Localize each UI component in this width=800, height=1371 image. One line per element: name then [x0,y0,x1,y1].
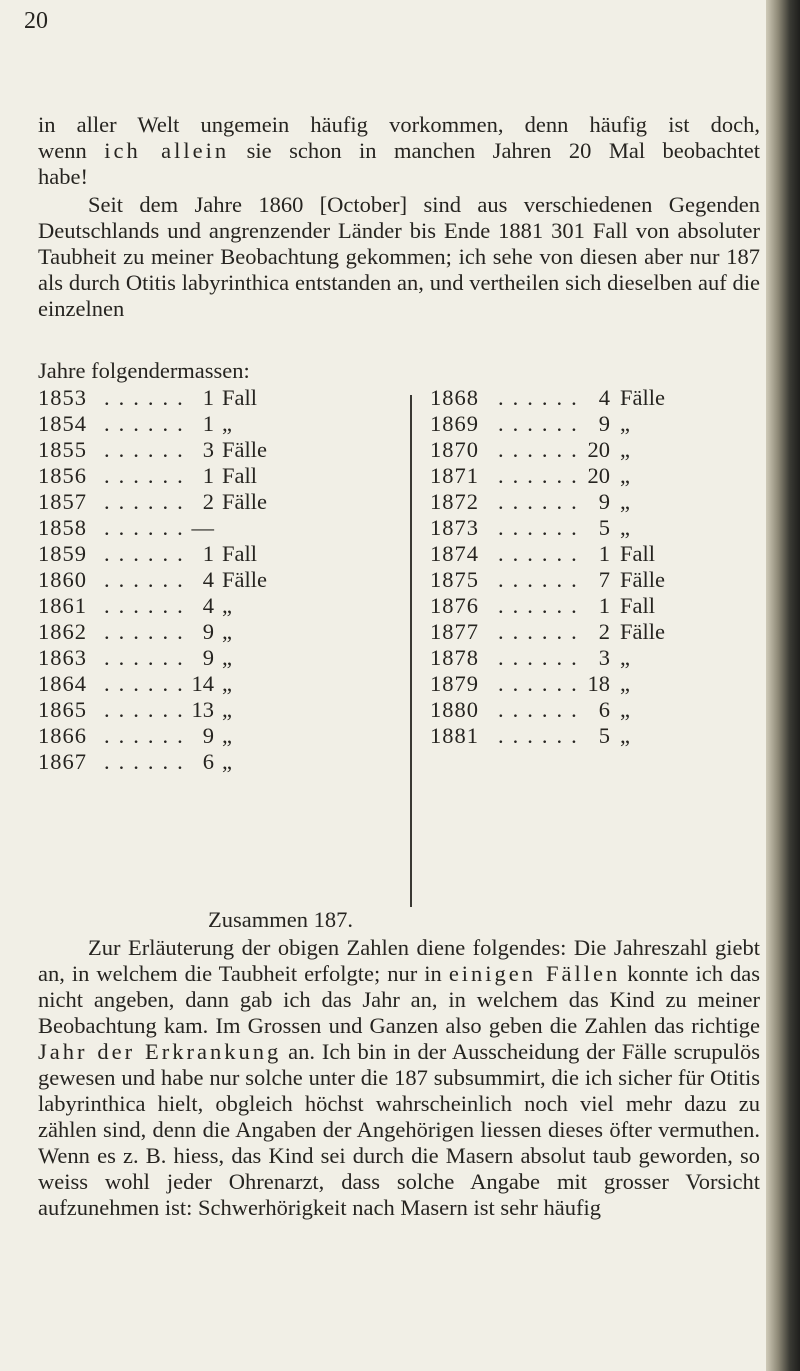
total-line: Zusammen 187. [208,907,353,932]
dot-leader: ...... [104,437,192,462]
unit-cell: „ [222,645,232,670]
count-cell: 13 [191,697,214,722]
dot-leader: ...... [104,749,192,774]
dot-leader: ...... [104,515,192,540]
count-cell: 3 [202,437,214,462]
year-cell: 1870 [430,437,479,462]
year-cell: 1874 [430,541,479,566]
unit-cell: „ [620,411,630,436]
dot-leader: ...... [498,593,586,618]
unit-cell: „ [620,437,630,462]
year-cell: 1868 [430,385,479,410]
closing-text-1: Zur Erläuterung der obigen Zahlen diene folgendes: Die Jahreszahl giebt an, in welchem die Taubheit erfolgte; nur in [38,935,760,986]
count-cell: 7 [598,567,610,592]
year-table-right [430,384,770,784]
count-cell: 9 [202,619,214,644]
unit-cell: „ [620,723,630,748]
count-cell: 2 [598,619,610,644]
table-lead-text: Jahre folgendermassen: [38,358,250,383]
dot-leader: ...... [104,385,192,410]
year-cell: 1861 [38,593,87,618]
unit-cell: Fälle [620,567,665,592]
year-cell: 1859 [38,541,87,566]
dot-leader: ...... [104,671,192,696]
closing-text-3: an. Ich bin in der Ausscheidung der Fälle scrupulös gewesen und habe nur solche unter die 187 subsummirt, die ich sicher für Otitis labyrinthica hielt, obgleich höchst wahrscheinlich noch viel mehr dazu zu zählen sind, denn die Angaben der Angehörigen liessen dieses öfter vermuthen. Wenn es z. B. hiess, das Kind sei durch die Masern absolut taub geworden, so weiss wohl jeder Ohrenarzt, dass solche Angabe mit grosser Vorsicht aufzunehmen ist: Schwerhörigkeit nach Masern ist sehr häufig [38,1039,761,1220]
unit-cell: Fall [620,541,656,566]
dot-leader: ...... [104,593,192,618]
year-cell: 1871 [430,463,479,488]
year-cell: 1863 [38,645,87,670]
count-cell: 1 [202,463,214,488]
dot-leader: ...... [498,671,586,696]
count-cell: 1 [598,593,610,618]
count-cell: 9 [598,489,610,514]
unit-cell: „ [222,697,232,722]
unit-cell: „ [620,697,630,722]
page-number: 20 [24,8,48,34]
year-cell: 1869 [430,411,479,436]
year-table-left [38,384,398,804]
closing-paragraph-text [38,935,760,1221]
count-cell: 4 [598,385,610,410]
year-cell: 1860 [38,567,87,592]
emphasis-jahr-der-erkrankung: Jahr der Erkrankung [38,1039,282,1064]
year-cell: 1856 [38,463,87,488]
dot-leader: ...... [104,489,192,514]
unit-cell: „ [620,515,630,540]
count-cell: 5 [598,723,610,748]
dot-leader: ...... [104,411,192,436]
count-cell: 6 [202,749,214,774]
dot-leader: ...... [498,489,586,514]
unit-cell: Fall [620,593,656,618]
year-cell: 1876 [430,593,479,618]
unit-cell: Fall [222,541,258,566]
count-cell: 20 [587,437,610,462]
book-binding-edge [766,0,800,1371]
unit-cell: „ [620,645,630,670]
unit-cell: „ [620,489,630,514]
unit-cell: „ [222,593,232,618]
unit-cell: Fall [222,385,258,410]
dot-leader: ...... [104,463,192,488]
unit-cell: Fälle [222,437,267,462]
emphasis-einigen-faellen: einigen Fällen [448,961,621,986]
dot-leader: ...... [104,697,192,722]
dot-leader: ...... [498,697,586,722]
dot-leader: ...... [498,723,586,748]
count-cell: 5 [598,515,610,540]
dot-leader: ...... [104,541,192,566]
count-cell: 4 [202,567,214,592]
unit-cell: „ [620,671,630,696]
year-cell: 1866 [38,723,87,748]
count-cell: 4 [202,593,214,618]
dot-leader: ...... [104,723,192,748]
count-cell: 18 [587,671,610,696]
intro-line-1: in aller Welt ungemein häufig vorkommen, denn häufig ist doch, [38,112,760,137]
count-cell: 3 [598,645,610,670]
year-cell: 1864 [38,671,87,696]
unit-cell: „ [222,411,232,436]
dot-leader: ...... [498,567,586,592]
intro-line-3: habe! [38,164,88,189]
unit-cell: Fälle [620,385,665,410]
year-cell: 1857 [38,489,87,514]
dot-leader: ...... [498,619,586,644]
second-paragraph [38,192,760,322]
year-cell: 1855 [38,437,87,462]
year-cell: 1879 [430,671,479,696]
year-cell: 1875 [430,567,479,592]
year-cell: 1862 [38,619,87,644]
year-cell: 1858 [38,515,87,540]
intro-paragraph [38,112,760,190]
count-cell: 6 [598,697,610,722]
unit-cell: Fälle [222,489,267,514]
count-cell: 9 [202,723,214,748]
year-cell: 1867 [38,749,87,774]
dot-leader: ...... [498,541,586,566]
count-cell: 1 [598,541,610,566]
count-cell: 9 [202,645,214,670]
intro-line-2-end: sie schon in manchen Jahren 20 Mal beobachtet [246,138,760,163]
unit-cell: Fälle [222,567,267,592]
year-cell: 1873 [430,515,479,540]
year-cell: 1865 [38,697,87,722]
unit-cell: Fälle [620,619,665,644]
count-cell: 9 [598,411,610,436]
dot-leader: ...... [498,645,586,670]
count-cell: 2 [202,489,214,514]
dot-leader: ...... [104,567,192,592]
dot-leader: ...... [498,385,586,410]
dot-leader: ...... [104,645,192,670]
year-cell: 1854 [38,411,87,436]
dot-leader: ...... [104,619,192,644]
dot-leader: ...... [498,515,586,540]
dot-leader: ...... [498,463,586,488]
year-cell: 1877 [430,619,479,644]
unit-cell: „ [222,671,232,696]
count-cell: 20 [587,463,610,488]
year-cell: 1872 [430,489,479,514]
table-divider [410,395,412,907]
year-cell: 1881 [430,723,479,748]
intro-line-2-start: wenn [38,138,87,163]
unit-cell: „ [222,619,232,644]
intro-line-2 [38,138,760,164]
year-cell: 1880 [430,697,479,722]
emphasis-ich-allein: ich allein [104,138,230,163]
count-cell: 1 [202,385,214,410]
second-paragraph-text: Seit dem Jahre 1860 [October] sind aus verschiedenen Gegenden Deutschlands und angrenzender Länder bis Ende 1881 301 Fall von absoluter Taubheit zu meiner Beobachtung gekommen; ich sehe von diesen aber nur 187 als durch Otitis labyrinthica entstanden an, und vertheilen sich dieselben auf die einzelnen [38,192,760,321]
closing-text-2: konnte ich das nicht angeben, dann gab ich das Jahr an, in welchem das Kind zu meiner Beobachtung kam. Im Grossen und Ganzen also geben die Zahlen das richtige [38,961,761,1038]
dot-leader: ...... [498,411,586,436]
year-cell: 1853 [38,385,87,410]
dot-leader: ...... [498,437,586,462]
unit-cell: „ [222,723,232,748]
count-cell: — [191,515,214,540]
count-cell: 14 [191,671,214,696]
unit-cell: „ [620,463,630,488]
year-cell: 1878 [430,645,479,670]
unit-cell: „ [222,749,232,774]
closing-paragraph [38,935,760,1221]
unit-cell: Fall [222,463,258,488]
count-cell: 1 [202,411,214,436]
count-cell: 1 [202,541,214,566]
